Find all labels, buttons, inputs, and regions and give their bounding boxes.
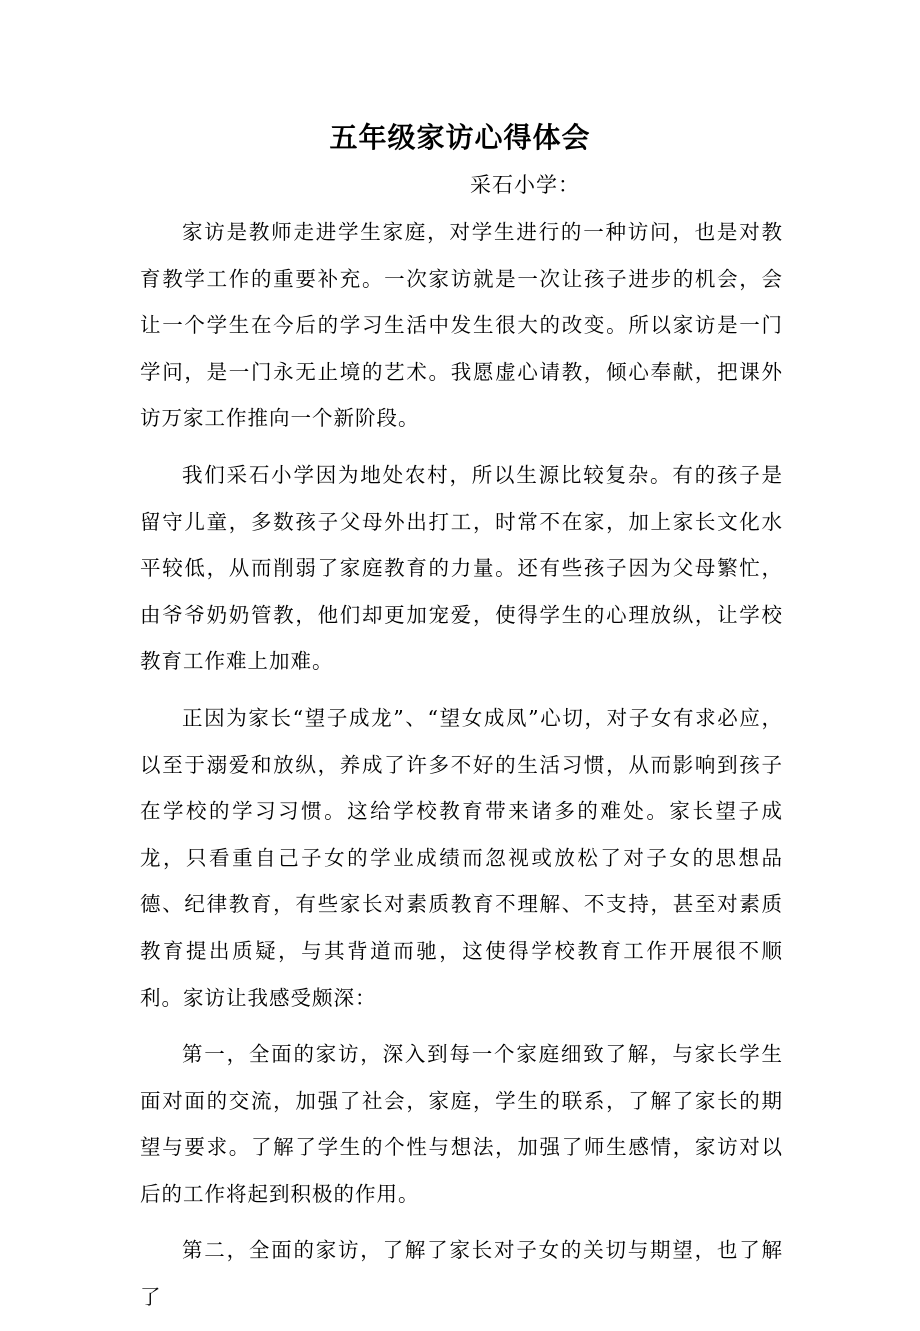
document-title: 五年级家访心得体会 [329, 121, 591, 154]
school-name: 采石小学： [470, 173, 580, 197]
paragraph-3: 正因为家长“望子成龙”、“望女成凤”心切，对子女有求必应，以至于溺爱和放纵，养成了许多不好的生活习惯，从而影响到孩子在学校的学习习惯。这给学校教育带来诸多的难处。家长望子成龙，只看重自己子女的学业成绩而忽视或放松了对子女的思想品德、纪律教育，有些家长对素质教育不理解、不支持，甚至对素质教育提出质疑，与其背道而驰，这使得学校教育工作开展很不顺利。家访让我感受颇深： [140, 705, 783, 1010]
document-body [140, 209, 783, 1331]
paragraph-5: 第二，全面的家访，了解了家长对子女的关切与期望，也了解了 [140, 1238, 783, 1310]
paragraph-2: 我们采石小学因为地处农村，所以生源比较复杂。有的孩子是留守儿童，多数孩子父母外出打工，时常不在家，加上家长文化水平较低，从而削弱了家庭教育的力量。还有些孩子因为父母繁忙，由爷爷奶奶管教，他们却更加宠爱，使得学生的心理放纵，让学校教育工作难上加难。 [140, 462, 783, 674]
paragraph-1: 家访是教师走进学生家庭，对学生进行的一种访问，也是对教育教学工作的重要补充。一次家访就是一次让孩子进步的机会，会让一个学生在今后的学习生活中发生很大的改变。所以家访是一门学问，是一门永无止境的艺术。我愿虚心请教，倾心奉献，把课外访万家工作推向一个新阶段。 [140, 220, 783, 431]
paragraph-4: 第一，全面的家访，深入到每一个家庭细致了解，与家长学生面对面的交流，加强了社会，家庭，学生的联系，了解了家长的期望与要求。了解了学生的个性与想法，加强了师生感情，家访对以后的工作将起到积极的作用。 [140, 1042, 783, 1206]
